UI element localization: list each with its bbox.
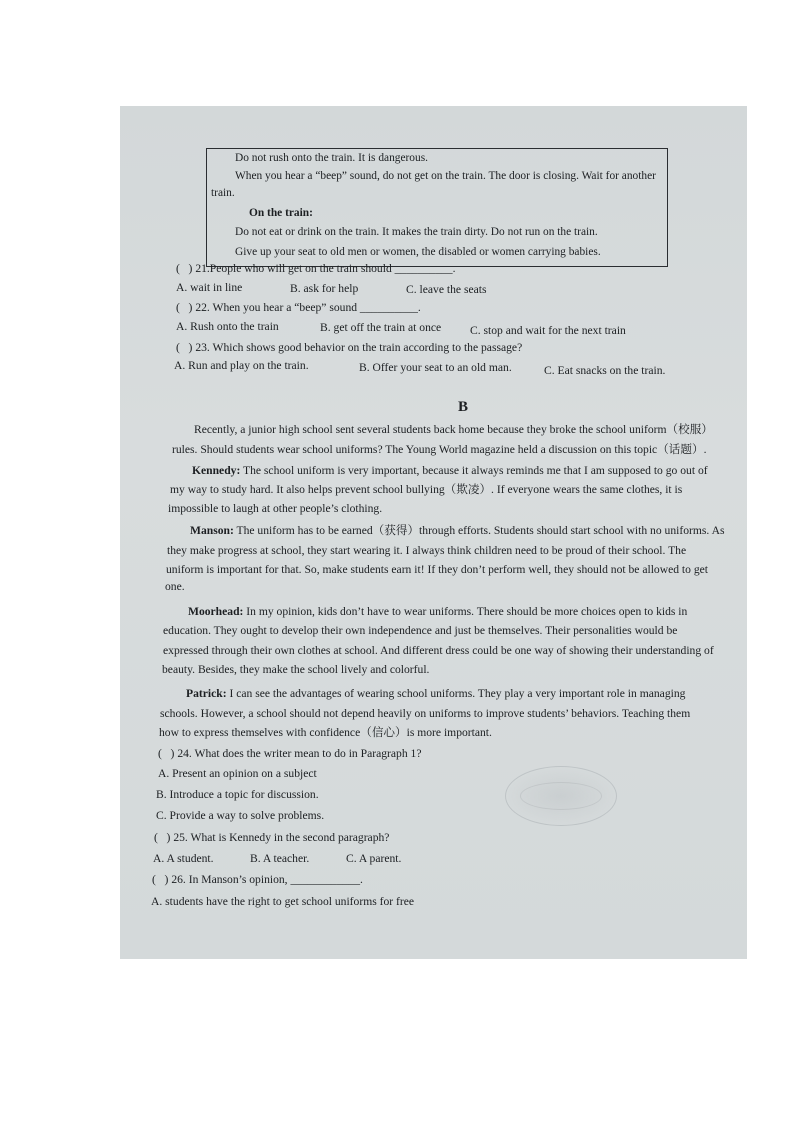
question-25-option-a: A. A student. <box>153 852 214 865</box>
train-rules-box <box>206 148 668 267</box>
rule-line-3: Do not eat or drink on the train. It makes the train dirty. Do not run on the train. <box>235 226 598 238</box>
question-23-stem: ( ) 23. Which shows good behavior on the train according to the passage? <box>176 341 523 354</box>
rule-line-1: Do not rush onto the train. It is dangerous. <box>235 152 428 164</box>
moorhead-line-3: expressed through their own clothes at school. And different dress could be one way of showing their understanding of <box>163 644 714 657</box>
question-23-option-a: A. Run and play on the train. <box>174 359 309 372</box>
question-25-option-c: C. A parent. <box>346 852 402 865</box>
question-23-option-c: C. Eat snacks on the train. <box>544 364 666 377</box>
question-21-stem: ( ) 21.People who will get on the train should __________. <box>176 262 456 275</box>
patrick-line-3: how to express themselves with confidence（信心）is more important. <box>159 726 492 739</box>
patrick-line-2: schools. However, a school should not depend heavily on uniforms to improve students’ behaviors. Teaching them <box>160 707 691 720</box>
question-21-option-a: A. wait in line <box>176 281 243 294</box>
moorhead-line-2: education. They ought to develop their own independence and just be themselves. Their personalities would be <box>163 624 678 637</box>
kennedy-line-3: impossible to laugh at other people’s clothing. <box>168 502 383 515</box>
question-25-option-b: B. A teacher. <box>250 852 310 865</box>
manson-line-3: uniform is important for that. So, make students earn it! If they don’t perform well, they should not be allowed to get <box>166 563 709 576</box>
speaker-manson: Manson: <box>190 524 234 537</box>
question-26-option-a: A. students have the right to get school uniforms for free <box>151 895 415 908</box>
question-23-option-b: B. Offer your seat to an old man. <box>359 361 512 374</box>
question-22-option-c: C. stop and wait for the next train <box>470 324 626 337</box>
patrick-line-1: Patrick: I can see the advantages of wearing school uniforms. They play a very important role in managing <box>186 687 686 700</box>
question-25-stem: ( ) 25. What is Kennedy in the second paragraph? <box>154 831 390 844</box>
question-22-option-a: A. Rush onto the train <box>176 320 279 333</box>
question-26-stem: ( ) 26. In Manson’s opinion, ____________. <box>152 873 363 886</box>
question-22-option-b: B. get off the train at once <box>320 321 442 334</box>
question-21-option-b: B. ask for help <box>290 282 359 295</box>
question-24-option-b: B. Introduce a topic for discussion. <box>156 788 319 801</box>
on-train-heading: On the train: <box>249 207 313 219</box>
kennedy-line-1: Kennedy: The school uniform is very important, because it always reminds me that I am supposed to go out of <box>192 464 708 477</box>
intro-line-1: Recently, a junior high school sent several students back home because they broke the school uniform（校服） <box>194 423 713 436</box>
speaker-moorhead: Moorhead: <box>188 605 244 618</box>
rule-line-2: When you hear a “beep” sound, do not get on the train. The door is closing. Wait for another <box>235 170 656 182</box>
rule-line-2b: train. <box>211 187 235 199</box>
rule-line-4: Give up your seat to old men or women, the disabled or women carrying babies. <box>235 246 601 258</box>
section-b-title: B <box>458 399 469 415</box>
manson-line-2: they make progress at school, they start wearing it. I always think children need to be proud of their school. The <box>167 544 687 557</box>
question-24-stem: ( ) 24. What does the writer mean to do in Paragraph 1? <box>158 747 422 760</box>
faded-stamp-inner <box>520 782 602 810</box>
kennedy-line-2: my way to study hard. It also helps prevent school bullying（欺凌）. If everyone wears the same clothes, it is <box>170 483 683 496</box>
question-21-option-c: C. leave the seats <box>406 283 487 296</box>
speaker-kennedy: Kennedy: <box>192 464 241 477</box>
question-22-stem: ( ) 22. When you hear a “beep” sound __________. <box>176 301 421 314</box>
moorhead-line-1: Moorhead: In my opinion, kids don’t have to wear uniforms. There should be more choices open to kids in <box>188 605 688 618</box>
manson-line-1: Manson: The uniform has to be earned（获得）through efforts. Students should start school with no uniforms. As <box>190 524 725 537</box>
question-24-option-a: A. Present an opinion on a subject <box>158 767 317 780</box>
exam-page-photo <box>120 106 747 959</box>
intro-line-2: rules. Should students wear school uniforms? The Young World magazine held a discussion on this topic（话题）. <box>172 443 707 456</box>
moorhead-line-4: beauty. Besides, they make the school lively and colorful. <box>162 663 430 676</box>
speaker-patrick: Patrick: <box>186 687 227 700</box>
manson-line-4: one. <box>165 580 185 593</box>
question-24-option-c: C. Provide a way to solve problems. <box>156 809 325 822</box>
